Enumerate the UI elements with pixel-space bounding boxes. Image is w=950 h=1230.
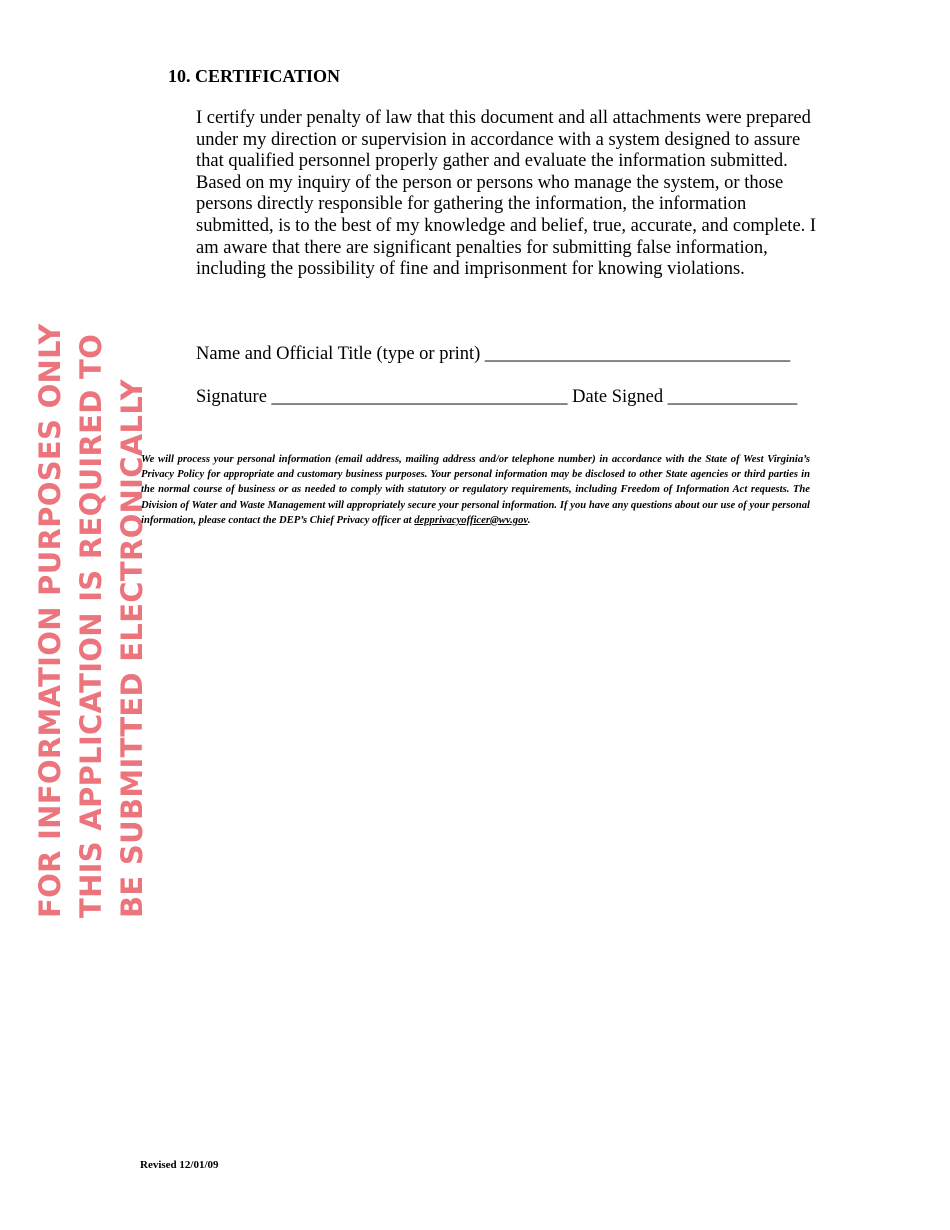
- name-title-label: Name and Official Title (type or print): [196, 344, 481, 364]
- name-title-blank: _________________________________: [484, 344, 791, 364]
- date-signed-label: Date Signed: [572, 387, 664, 407]
- signature-label: Signature: [196, 387, 267, 407]
- privacy-end: .: [527, 514, 531, 526]
- name-title-field: [196, 344, 790, 365]
- section-heading: 10. CERTIFICATION: [168, 66, 341, 86]
- date-signed-blank: ______________: [667, 387, 798, 407]
- watermark-line-1: FOR INFORMATION PURPOSES ONLY: [33, 323, 67, 918]
- privacy-email-link[interactable]: depprivacyofficer@wv.gov: [414, 514, 528, 526]
- watermark-line-3: BE SUBMITTED ELECTRONICALLY: [115, 379, 149, 918]
- watermark: [30, 323, 153, 918]
- signature-blank: ________________________________: [271, 387, 568, 407]
- watermark-line-2: THIS APPLICATION IS REQUIRED TO: [74, 333, 108, 918]
- revised-date: Revised 12/01/09: [140, 1159, 219, 1171]
- signature-date-field: [196, 387, 797, 408]
- privacy-text: We will process your personal information (email address, mailing address and/or telephone number) in accordance with the State of West Virginia’s Privacy Policy for appropriate and customary business purposes. Your personal information may be disclosed to other State agencies or third parties in the normal course of business or as needed to comply with statutory or regulatory requirements, including Freedom of Information Act requests. The Division of Water and Waste Management will appropriately secure your personal information. If you have any questions about our use of your personal information, please contact the DEP’s Chief Privacy officer at: [141, 454, 810, 526]
- certification-statement: I certify under penalty of law that this document and all attachments were prepared under my direction or supervision in accordance with a system designed to assure that qualified personnel properly gather and evaluate the information submitted. Based on my inquiry of the person or persons who manage the system, or those persons directly responsible for gathering the information, the information submitted, is to the best of my knowledge and belief, true, accurate, and complete. I am aware that there are significant penalties for submitting false information, including the possibility of fine and imprisonment for knowing violations.: [196, 108, 817, 280]
- privacy-notice: [141, 452, 810, 528]
